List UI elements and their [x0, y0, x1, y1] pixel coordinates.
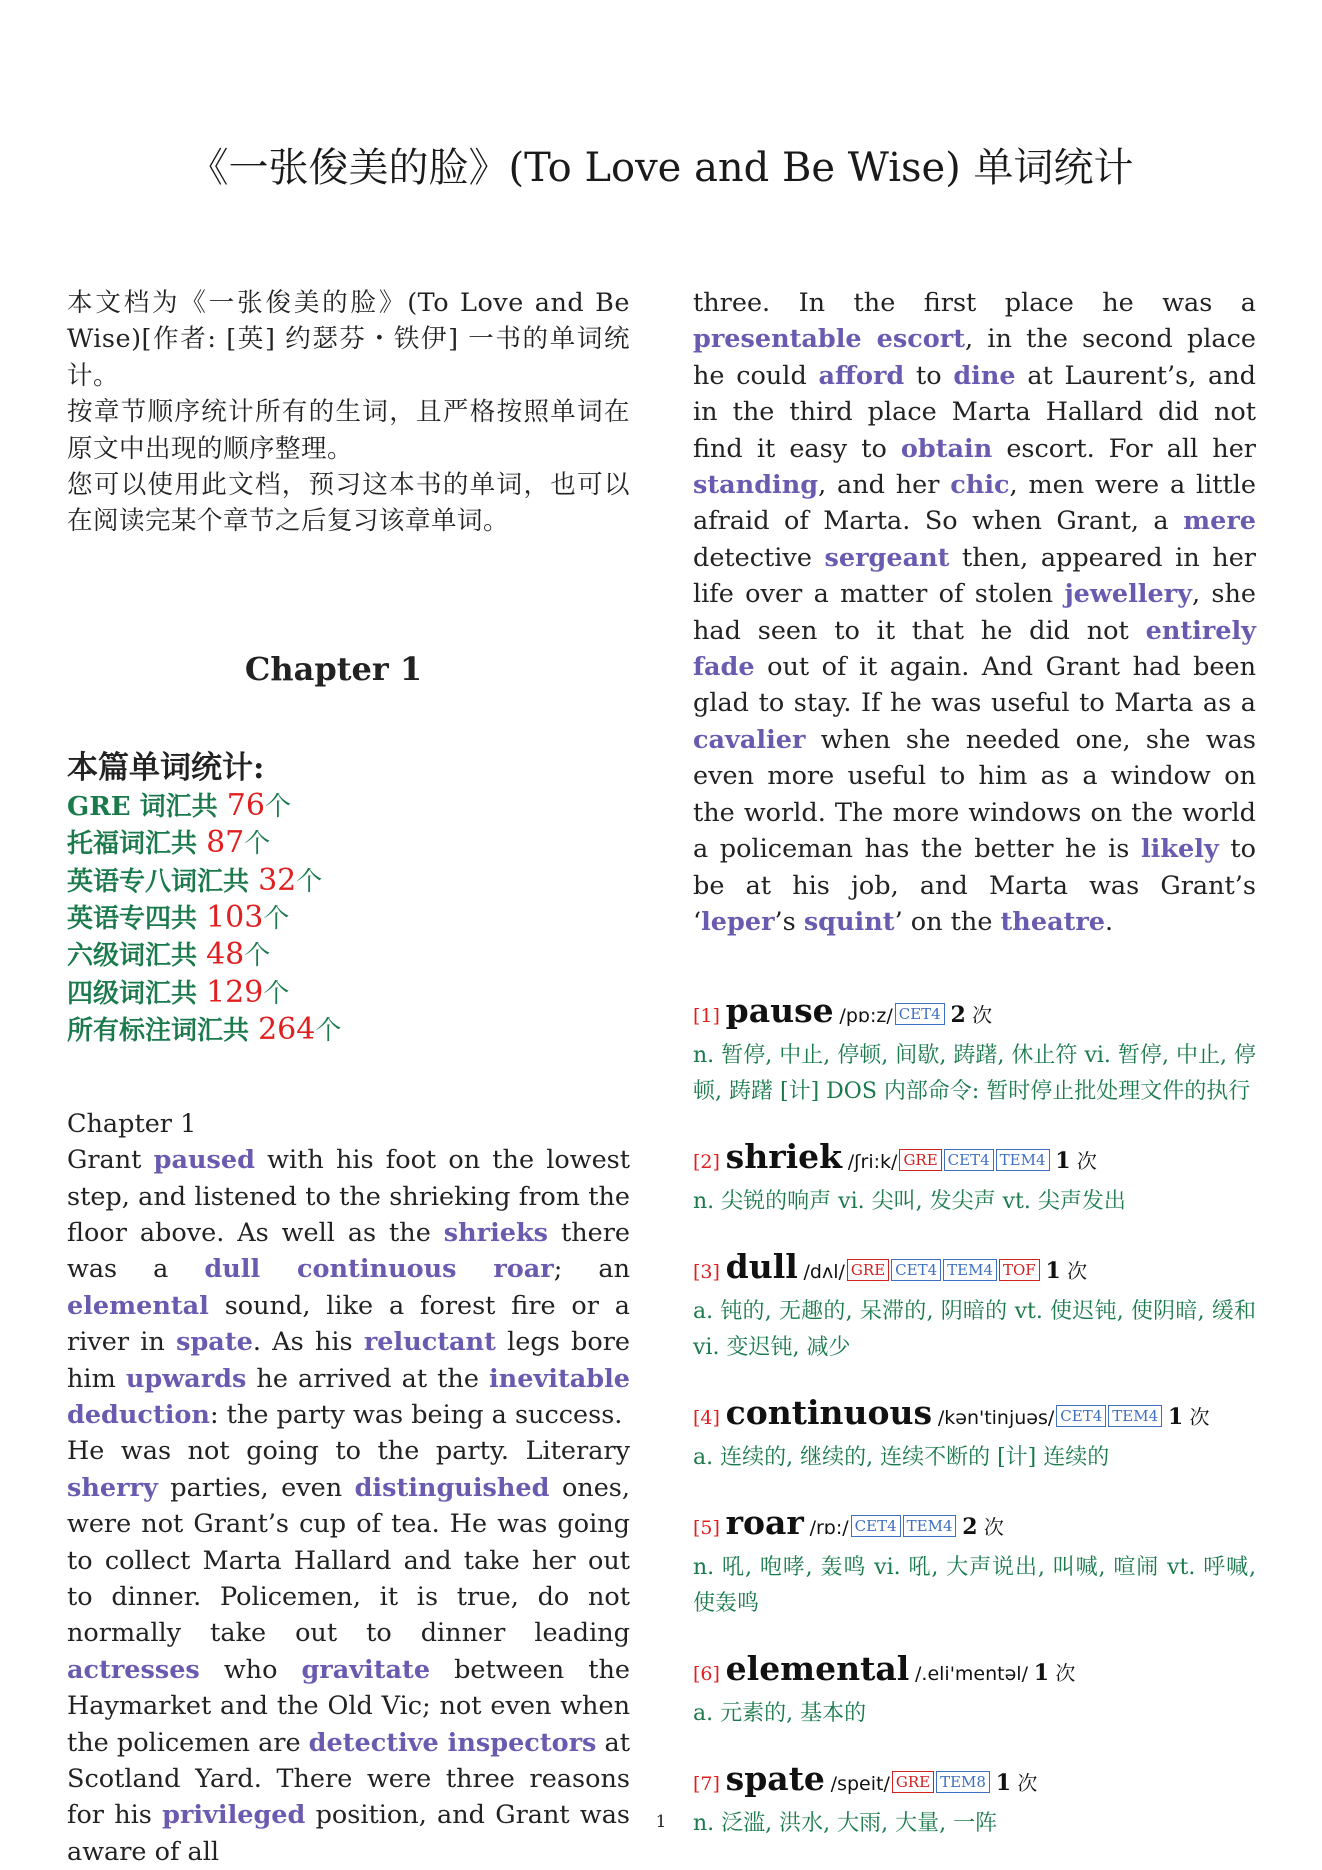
level-tag: GRE: [899, 1149, 941, 1171]
entry-definition: n. 吼, 咆哮, 轰鸣 vi. 吼, 大声说出, 叫喊, 喧闹 vt. 呼喊, 使轰鸣: [693, 1555, 1256, 1617]
text-run: parties, even: [157, 1472, 355, 1503]
level-tag: TEM8: [936, 1771, 990, 1793]
vocab-entry: [693, 1392, 1256, 1476]
stat-label: 英语专八词汇共: [67, 866, 250, 897]
stat-label: 四级词汇共: [67, 978, 198, 1009]
text-run: there was a: [67, 1217, 630, 1285]
entry-pronunciation: /ʃri:k/: [847, 1151, 898, 1174]
vocab-entry: [693, 1502, 1256, 1622]
stat-label: 英语专四共: [67, 904, 198, 935]
entry-pronunciation: /dʌl/: [803, 1261, 845, 1284]
story-paragraph: [67, 1142, 630, 1433]
text-run: between the Haymarket and the Old Vic; not even when the policemen are: [67, 1654, 630, 1758]
stat-row: [67, 825, 630, 862]
entry-pronunciation: /kən'tinjuəs/: [937, 1407, 1055, 1430]
story-block: [67, 1106, 630, 1870]
text-run: at Scotland Yard. There were three reasons for his: [67, 1727, 630, 1831]
stat-row: [67, 788, 630, 825]
stat-number: 76: [226, 787, 265, 823]
entry-index: [4]: [693, 1407, 720, 1430]
stat-unit: 个: [244, 941, 271, 972]
entry-pronunciation: /.eli'mentəl/: [915, 1663, 1028, 1686]
story-paragraph: [67, 1433, 630, 1870]
entry-count: 2 次: [950, 1002, 993, 1029]
text-run: to be at his job, and Marta was Grant’s ‘: [693, 834, 1256, 937]
text-run: ; an: [553, 1254, 630, 1285]
entry-index: [5]: [693, 1517, 720, 1540]
entry-index: [3]: [693, 1261, 720, 1284]
level-tag: CET4: [851, 1515, 901, 1537]
entry-pronunciation: /speit/: [830, 1773, 890, 1796]
intro-paragraph: 您可以使用此文档，预习这本书的单词，也可以在阅读完某个章节之后复习该章单词。: [67, 470, 630, 537]
level-tag: CET4: [891, 1259, 941, 1281]
level-tag: TEM4: [996, 1149, 1050, 1171]
text-run: then, appeared in her life over a matter of stolen: [693, 542, 1256, 610]
page-number: 1: [655, 1812, 667, 1832]
stat-row: [67, 1012, 630, 1049]
level-tag: TEM4: [903, 1515, 957, 1537]
vocab-word: mere: [1183, 506, 1256, 537]
vocab-word: afford: [818, 360, 905, 391]
entry-word: continuous: [725, 1393, 933, 1433]
stat-label: 六级词汇共: [67, 941, 198, 972]
stat-number: 32: [258, 862, 297, 898]
text-run: Grant: [67, 1145, 154, 1176]
vocab-word: sherry: [67, 1472, 158, 1503]
entry-pronunciation: /pɒ:z/: [839, 1005, 893, 1028]
chapter-heading: Chapter 1: [244, 649, 423, 688]
stat-unit: 个: [296, 866, 323, 897]
vocab-entry: [693, 1136, 1256, 1220]
document-title: 《一张俊美的脸》(To Love and Be Wise) 单词统计: [188, 145, 1134, 191]
stat-label: GRE 词汇共: [67, 791, 218, 822]
text-run: three. In the first place he was a: [693, 288, 1256, 318]
entry-header: [693, 990, 1256, 1038]
vocab-word: inevitable deduction: [67, 1363, 630, 1430]
entry-header: [693, 1136, 1256, 1184]
stat-number: 103: [206, 900, 264, 936]
story-paragraph: [693, 285, 1256, 940]
vocab-entry-list: [693, 990, 1256, 1842]
vocab-word: chic: [950, 470, 1010, 501]
vocab-word: theatre: [1000, 906, 1106, 937]
stat-label: 所有标注词汇共: [67, 1016, 250, 1047]
intro-paragraph: 本文档为《一张俊美的脸》(To Love and Be Wise)[作者: [英] 约瑟芬・铁伊] 一书的单词统计。: [67, 288, 630, 391]
text-run: .: [1105, 906, 1114, 937]
text-run: , in the second place he could: [693, 324, 1257, 391]
entry-index: [6]: [693, 1663, 720, 1686]
vocab-word: presentable escort: [693, 324, 965, 355]
entry-count: 1 次: [995, 1770, 1038, 1797]
entry-header: [693, 1392, 1256, 1440]
entry-word: spate: [725, 1759, 825, 1799]
text-run: to: [904, 360, 954, 391]
vocab-word: likely: [1141, 834, 1219, 865]
text-run: He was not going to the party. Literary: [67, 1436, 630, 1467]
text-run: sound, like a forest fire or a river in: [67, 1290, 630, 1358]
text-run: detective: [693, 542, 825, 573]
stats-list: [67, 788, 630, 1050]
entry-definition: n. 暂停, 中止, 停顿, 间歇, 踌躇, 休止符 vi. 暂停, 中止, 停顿, 踌躇 [计] DOS 内部命令: 暂时停止批处理文件的执行: [693, 1043, 1256, 1105]
text-run: with his foot on the lowest step, and listened to the shrieking from the floor above. As well as the: [67, 1145, 631, 1248]
level-tag: TEM4: [943, 1259, 997, 1281]
vocab-word: detective inspectors: [308, 1727, 597, 1758]
entry-index: [1]: [693, 1005, 720, 1028]
entry-header: [693, 1502, 1256, 1550]
text-run: : the party was being a success.: [209, 1399, 623, 1430]
text-run: ’ on the: [894, 906, 1001, 937]
text-run: , men were a little afraid of Marta. So when Grant, a: [693, 470, 1256, 537]
vocab-word: gravitate: [301, 1654, 431, 1685]
story-chapter-label: Chapter 1: [67, 1108, 197, 1139]
entry-header: [693, 1758, 1256, 1806]
vocab-word: dull continuous roar: [204, 1254, 554, 1285]
entry-header: [693, 1246, 1256, 1294]
level-tag: GRE: [892, 1771, 934, 1793]
text-run: when she needed one, she was even more useful to him as a window on the world. The more windows on the world a policeman has the better he is: [693, 724, 1256, 865]
entry-word: roar: [725, 1503, 804, 1543]
level-tag: CET4: [944, 1149, 994, 1171]
vocab-word: elemental: [67, 1290, 209, 1321]
vocab-word: jewellery: [1064, 579, 1192, 610]
left-column: [67, 285, 630, 1870]
vocab-word: dine: [953, 360, 1016, 391]
stat-row: [67, 975, 630, 1012]
text-run: , and her: [818, 470, 951, 501]
vocab-word: leper: [701, 906, 775, 937]
stat-number: 87: [206, 825, 245, 861]
entry-count: 1 次: [1167, 1404, 1210, 1431]
vocab-entry: [693, 1246, 1256, 1366]
text-run: he arrived at the: [246, 1363, 489, 1394]
entry-header: [693, 1648, 1256, 1696]
vocab-word: spate: [176, 1327, 253, 1358]
entry-count: 1 次: [1055, 1148, 1097, 1175]
entry-definition: a. 钝的, 无趣的, 呆滞的, 阴暗的 vt. 使迟钝, 使阴暗, 缓和 vi. 变迟钝, 减少: [693, 1299, 1256, 1361]
entry-count: 1 次: [1045, 1258, 1088, 1285]
vocab-word: obtain: [900, 433, 993, 464]
level-tag: CET4: [895, 1003, 945, 1025]
entry-word: pause: [725, 991, 834, 1031]
entry-count: 1 次: [1033, 1660, 1076, 1687]
stats-heading: 本篇单词统计:: [67, 749, 265, 786]
text-run: ones, were not Grant’s cup of tea. He was going to collect Marta Hallard and take her out to dinner. Policemen, it is true, do not normally take out to dinner leading: [67, 1472, 630, 1649]
text-run: at Laurent’s, and in the third place Marta Hallard did not find it easy to: [693, 360, 1256, 464]
entry-word: shriek: [725, 1137, 843, 1177]
entry-index: [7]: [693, 1773, 720, 1796]
level-tag: CET4: [1056, 1405, 1106, 1427]
vocab-word: sergeant: [824, 542, 950, 573]
vocab-word: squint: [803, 906, 895, 937]
level-tag: TEM4: [1108, 1405, 1162, 1427]
vocab-entry: [693, 990, 1256, 1110]
vocab-word: distinguished: [354, 1472, 550, 1503]
text-run: escort. For all her: [992, 433, 1256, 464]
intro-block: [67, 285, 630, 540]
entry-definition: n. 泛滥, 洪水, 大雨, 大量, 一阵: [693, 1811, 998, 1837]
entry-definition: a. 元素的, 基本的: [693, 1701, 867, 1727]
level-tag: GRE: [847, 1259, 889, 1281]
level-tag: TOF: [999, 1259, 1040, 1281]
text-run: ’s: [774, 906, 804, 937]
vocab-word: upwards: [125, 1363, 247, 1394]
text-run: . As his: [252, 1327, 364, 1358]
stat-unit: 个: [263, 978, 290, 1009]
vocab-word: actresses: [67, 1654, 200, 1685]
vocab-word: standing: [693, 470, 819, 501]
entry-definition: n. 尖锐的响声 vi. 尖叫, 发尖声 vt. 尖声发出: [693, 1189, 1126, 1215]
stat-row: [67, 937, 630, 974]
stat-row: [67, 863, 630, 900]
vocab-word: entirely fade: [693, 615, 1256, 683]
entry-word: elemental: [725, 1649, 910, 1689]
vocab-word: paused: [153, 1145, 255, 1176]
entry-index: [2]: [693, 1151, 720, 1174]
vocab-word: shrieks: [443, 1217, 549, 1248]
entry-definition: a. 连续的, 继续的, 连续不断的 [计] 连续的: [693, 1445, 1110, 1471]
stat-label: 托福词汇共: [67, 829, 198, 860]
stat-unit: 个: [315, 1016, 342, 1047]
text-run: legs bore him: [67, 1327, 630, 1394]
stat-number: 48: [206, 937, 245, 973]
stat-unit: 个: [264, 791, 291, 822]
vocab-entry: [693, 1648, 1256, 1732]
text-run: position, and Grant was aware of all: [67, 1800, 630, 1867]
text-run: who: [199, 1654, 302, 1685]
stat-number: 129: [206, 974, 264, 1010]
stat-number: 264: [258, 1012, 316, 1048]
vocab-word: cavalier: [693, 724, 806, 755]
stat-unit: 个: [263, 904, 290, 935]
intro-paragraph: 按章节顺序统计所有的生词，且严格按照单词在原文中出现的顺序整理。: [67, 397, 630, 464]
text-run: , she had seen to it that he did not: [693, 579, 1256, 646]
entry-word: dull: [725, 1247, 798, 1287]
text-run: out of it again. And Grant had been glad to stay. If he was useful to Marta as a: [693, 652, 1256, 719]
vocab-word: privileged: [162, 1800, 306, 1831]
entry-count: 2 次: [962, 1514, 1004, 1541]
right-column: [693, 285, 1256, 1868]
entry-pronunciation: /rɒ:/: [809, 1517, 849, 1540]
stat-row: [67, 900, 630, 937]
vocab-word: reluctant: [363, 1327, 496, 1358]
stat-unit: 个: [244, 829, 271, 860]
